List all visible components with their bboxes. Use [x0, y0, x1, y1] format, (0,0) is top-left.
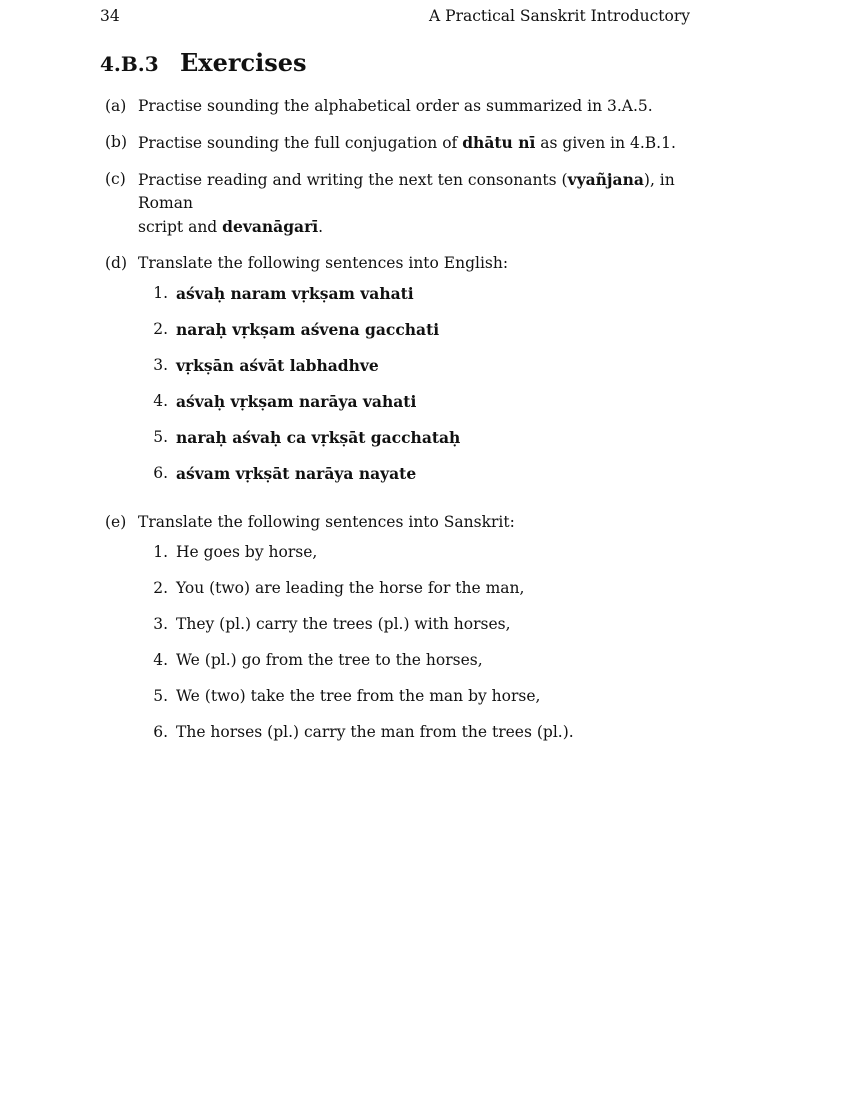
exercise-c [100, 168, 690, 239]
sanskrit-sentence-list [138, 282, 690, 485]
exercise-text-part: Practise reading and writing the next ten consonants ( [138, 171, 568, 189]
list-item: 5. We (two) take the tree from the man by horse, [138, 685, 690, 708]
list-item: 3. They (pl.) carry the trees (pl.) with horses, [138, 613, 690, 636]
exercise-list [100, 95, 690, 770]
exercise-label: (b) [105, 133, 128, 151]
section-heading [100, 48, 307, 81]
list-item: 2. naraḥ vṛkṣam aśvena gacchati [138, 318, 690, 341]
english-sentence: The horses (pl.) carry the man from the trees (pl.). [176, 723, 574, 741]
section-title: Exercises [180, 48, 307, 77]
list-item: 4. aśvaḥ vṛkṣam narāya vahati [138, 390, 690, 413]
english-sentence: They (pl.) carry the trees (pl.) with horses, [176, 615, 511, 633]
list-item: 5. naraḥ aśvaḥ ca vṛkṣāt gacchataḥ [138, 426, 690, 449]
list-item: 1. aśvaḥ naram vṛkṣam vahati [138, 282, 690, 305]
exercise-a [100, 95, 690, 118]
exercise-text [138, 131, 690, 155]
sanskrit-sentence: aśvaḥ naram vṛkṣam vahati [176, 284, 414, 303]
sanskrit-term: dhātu nī [462, 133, 536, 152]
list-item: 4. We (pl.) go from the tree to the horses, [138, 649, 690, 672]
exercise-text-part: as given in 4.B.1. [535, 134, 676, 152]
english-sentence: We (two) take the tree from the man by horse, [176, 687, 541, 705]
list-item: 1. He goes by horse, [138, 541, 690, 564]
sanskrit-sentence: vṛkṣān aśvāt labhadhve [176, 356, 379, 375]
english-sentence: He goes by horse, [176, 543, 318, 561]
sanskrit-term: vyañjana [567, 170, 644, 189]
list-item: 2. You (two) are leading the horse for the man, [138, 577, 690, 600]
list-item: 6. aśvam vṛkṣāt narāya nayate [138, 462, 690, 485]
english-sentence: We (pl.) go from the tree to the horses, [176, 651, 483, 669]
exercise-label: (c) [105, 170, 126, 188]
exercise-text: Translate the following sentences into English: [138, 254, 509, 272]
english-sentence: You (two) are leading the horse for the man, [176, 579, 525, 597]
list-item: 3. vṛkṣān aśvāt labhadhve [138, 354, 690, 377]
exercise-text: Translate the following sentences into Sanskrit: [138, 513, 515, 531]
list-item: 6. The horses (pl.) carry the man from the trees (pl.). [138, 721, 690, 744]
exercise-line [138, 215, 690, 239]
exercise-d [100, 252, 690, 498]
running-title: A Practical Sanskrit Introductory [429, 7, 690, 25]
exercise-text: Practise sounding the alphabetical order as summarized in 3.A.5. [138, 97, 653, 115]
sanskrit-sentence: naraḥ vṛkṣam aśvena gacchati [176, 320, 440, 339]
exercise-line [138, 168, 690, 215]
sanskrit-sentence: naraḥ aśvaḥ ca vṛkṣāt gacchataḥ [176, 428, 461, 447]
exercise-b [100, 131, 690, 155]
exercise-e [100, 511, 690, 757]
exercise-text-part: script and [138, 218, 223, 236]
exercise-label: (d) [105, 254, 128, 272]
exercise-text-part: ), in Roman [138, 171, 675, 212]
exercise-text-part: . [318, 218, 324, 236]
sanskrit-sentence: aśvam vṛkṣāt narāya nayate [176, 464, 417, 483]
page-header [100, 6, 690, 26]
english-sentence-list [138, 541, 690, 744]
exercise-text-part: Practise sounding the full conjugation of [138, 134, 463, 152]
page-number: 34 [100, 7, 120, 25]
sanskrit-sentence: aśvaḥ vṛkṣam narāya vahati [176, 392, 417, 411]
sanskrit-term: devanāgarī [222, 217, 319, 236]
exercise-label: (a) [105, 97, 127, 115]
section-number: 4.B.3 [100, 52, 159, 76]
exercise-label: (e) [105, 513, 127, 531]
exercise-text [138, 168, 690, 239]
